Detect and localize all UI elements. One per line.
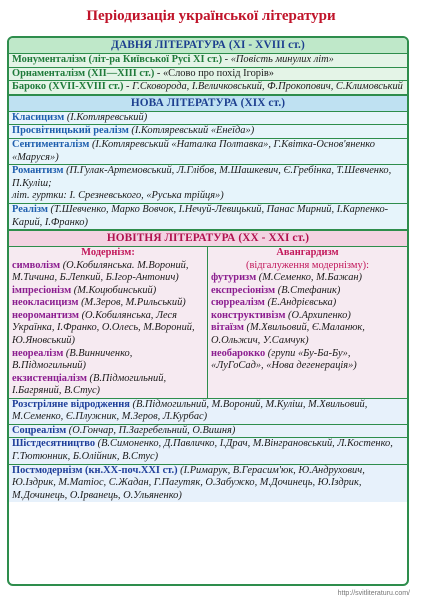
row-classicism: Класицизм (І.Котляревський) xyxy=(9,112,407,126)
term: Сентименталізм xyxy=(12,138,90,150)
row-enlightenment-realism: Просвітницький реалізм (І.Котляревський «Енеїда») xyxy=(9,125,407,139)
item-neorealism: неореалізм (В.Винниченко, В.Підмогильний) xyxy=(12,347,133,372)
term: Монументалізм (літ-ра Київської Русі XI ст.) xyxy=(12,54,223,65)
row-ornamentalism: Орнаменталізм (ХІІ—ХІІІ ст.) - «Слово про похід Ігорів» xyxy=(9,68,407,82)
item-symbolism: символізм (О.Кобилянська. М.Вороний, М.Тичина, Б.Лепкий, Б.Ігор-Антонич) xyxy=(12,259,189,284)
item-expressionism: експресіонізм (В.Стефаник) xyxy=(211,284,341,296)
item-neoromanticism: неоромантизм (О.Кобилянська, Леся Українка, І.Франко, О.Олесь, М.Вороний, Ю.Яновський) xyxy=(12,309,195,346)
item-surrealism: сюрреалізм (Е.Андрієвська) xyxy=(211,297,337,309)
row-monumentalism: Монументалізм (літ-ра Київської Русі XI ст.) - «Повість минулих літ» xyxy=(9,54,407,68)
term: Розстріляне відродження xyxy=(12,398,130,410)
item-constructivism: конструктивізм (О.Архипенко) xyxy=(211,309,351,321)
term: Шістдесятництво xyxy=(12,438,96,450)
term: Класицизм xyxy=(12,111,65,123)
section-newest-header: НОВІТНЯ ЛІТЕРАТУРА (XX - XXI ст.) xyxy=(9,230,407,247)
page-title: Періодизація української літератури xyxy=(86,8,336,24)
term: Орнаменталізм (ХІІ—ХІІІ ст.) xyxy=(12,67,155,79)
item-impressionism: імпресіонізм (М.Коцюбинський) xyxy=(12,284,157,296)
modernism-column xyxy=(9,247,208,398)
term: Романтизм xyxy=(12,165,64,177)
watermark-text: http://svitliteraturu.com/ xyxy=(337,590,410,597)
modernism-heading: Модернізм: xyxy=(81,247,135,259)
term: Постмодернізм (кн.ХХ-поч.ХХІ ст.) xyxy=(12,464,178,476)
row-postmodernism: Постмодернізм (кн.ХХ-поч.ХХІ ст.) (І.Римарук, В.Герасим'юк, Ю.Андрухович, Ю.Іздрик, М.Матіос, С.Жадан, Г.Пагутяк, О.Забужко, М.Дочинець, Ю.Іздрик, М.Дочинець, О.Ірванець, О.Ульяненко) xyxy=(9,465,407,503)
term: Реалізм xyxy=(12,203,48,215)
term: Соцреалізм xyxy=(12,424,67,436)
item-futurism: футуризм (М.Семенко, М.Бажан) xyxy=(211,272,363,284)
term: Просвітницький реалізм xyxy=(12,125,129,137)
row-baroque: Бароко (XVII-XVIII ст.) - Г.Сковорода, І.Величковський, Ф.Прокопович, С.Климовський xyxy=(9,81,407,95)
term: Бароко (XVII-XVIII ст.) xyxy=(12,81,124,93)
row-romanticism: Романтизм (П.Гулак-Артемовський, Л.Глібов, М.Шашкевич, Є.Гребінка, Т.Шевченко, П.Куліш; літ. гуртки: І. Срезневського, «Руська трійця») xyxy=(9,165,407,204)
row-executed-renaissance: Розстріляне відродження (В.Підмогильний, М.Вороний, М.Куліш, М.Хвильовий, М.Семенко, Є.Плужник, М.Зеров, Л.Курбас) xyxy=(9,399,407,425)
avantgarde-heading: Авангардизм xyxy=(276,247,339,259)
item-neobaroque: необарокко (групи «Бу-Ба-Бу», «ЛуГоСад», «Нова дегенерація») xyxy=(211,347,357,372)
row-socialist-realism: Соцреалізм (О.Гончар, П.Загребельний, О.Вишня) xyxy=(9,425,407,439)
section-ancient-header: ДАВНЯ ЛІТЕРАТУРА (XI - XVIII ст.) xyxy=(9,38,407,54)
item-existentialism: екзистенціалізм (В.Підмогильний, І.Багряний, В.Стус) xyxy=(12,372,167,397)
periodization-table xyxy=(7,36,409,586)
section-new-header: НОВА ЛІТЕРАТУРА (XIX ст.) xyxy=(9,95,407,112)
modernism-avantgarde-columns xyxy=(9,247,407,399)
row-sentimentalism: Сентименталізм (І.Котляревський «Наталка Полтавка», Г.Квітка-Основ'яненко «Маруся») xyxy=(9,139,407,165)
avantgarde-subheading: (відгалуження модернізму): xyxy=(246,259,369,271)
avantgarde-column xyxy=(208,247,407,398)
row-realism: Реалізм (Т.Шевченко, Марко Вовчок, І.Нечуй-Левицький, Панас Мирний, І.Карпенко-Карий, І.Франко) xyxy=(9,204,407,230)
row-sixtiers: Шістдесятництво (В.Симоненко, Д.Павличко, І.Драч, М.Вінграновський, Л.Костенко, Г.Тютюнник, Б.Олійник, В.Стус) xyxy=(9,438,407,464)
item-vitaism: вітаїзм (М.Хвильовий, Є.Маланюк, О.Ольжич, У.Самчук) xyxy=(211,322,365,346)
item-neoclassicism: неокласицизм (М.Зеров, М.Рильський) xyxy=(12,297,186,309)
